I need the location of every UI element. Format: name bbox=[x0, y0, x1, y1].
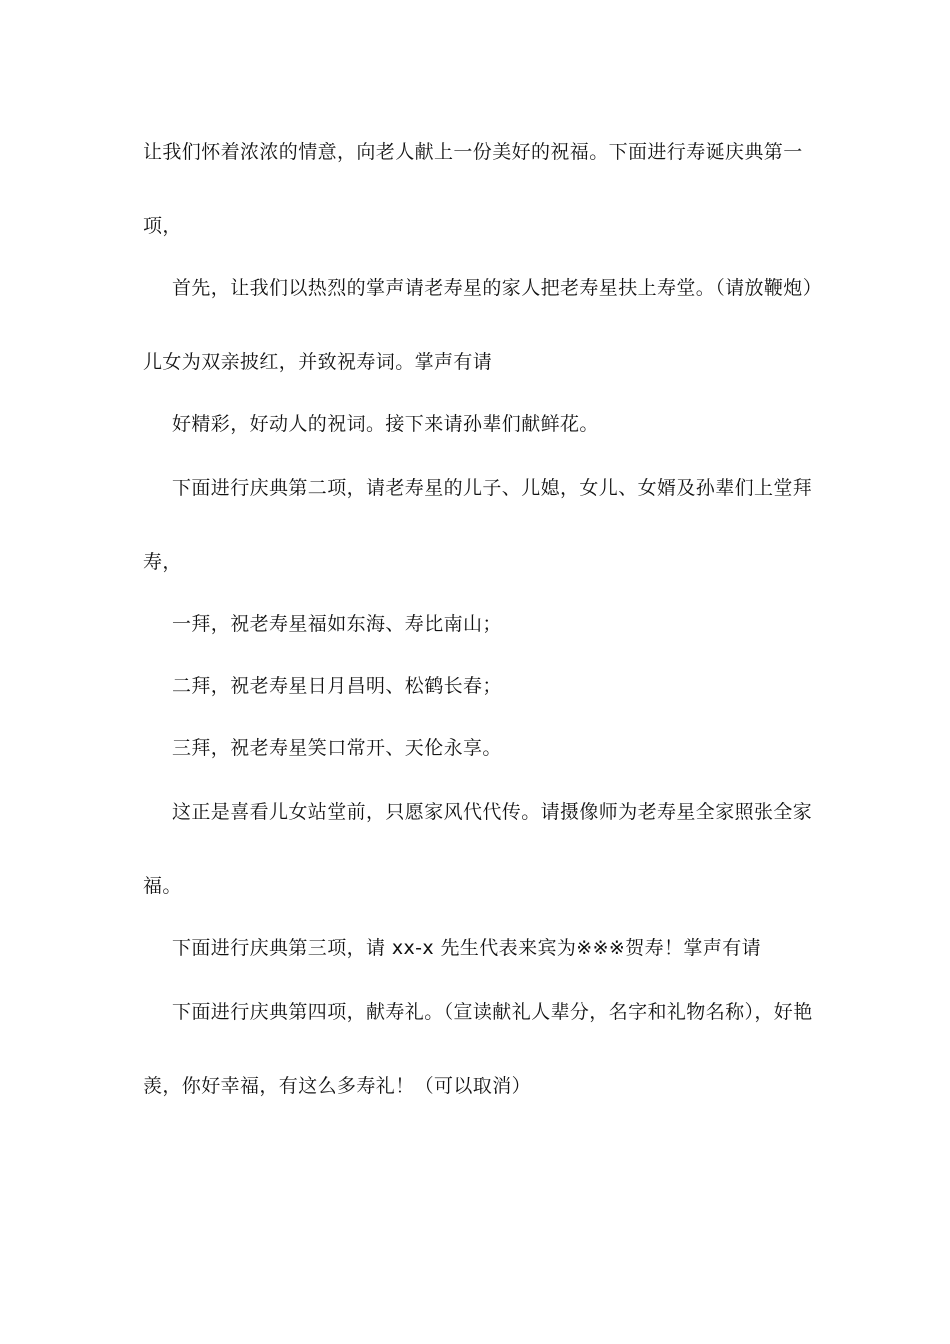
paragraph-line-4: 儿女为双亲披红，并致祝寿词。掌声有请 bbox=[143, 351, 493, 373]
paragraph-line-8: 一拜，祝老寿星福如东海、寿比南山； bbox=[172, 613, 502, 635]
paragraph-line-7: 寿， bbox=[143, 551, 182, 573]
paragraph-line-14: 下面进行庆典第四项，献寿礼。（宣读献礼人辈分，名字和礼物名称），好艳 bbox=[172, 1001, 813, 1023]
paragraph-line-5: 好精彩，好动人的祝词。接下来请孙辈们献鲜花。 bbox=[172, 413, 599, 435]
paragraph-line-12: 福。 bbox=[143, 875, 182, 897]
paragraph-line-15: 羡，你好幸福，有这么多寿礼！（可以取消） bbox=[143, 1075, 532, 1097]
paragraph-line-9: 二拜，祝老寿星日月昌明、松鹤长春； bbox=[172, 675, 502, 697]
paragraph-line-6: 下面进行庆典第二项，请老寿星的儿子、儿媳，女儿、女婿及孙辈们上堂拜 bbox=[172, 477, 813, 499]
paragraph-line-13: 下面进行庆典第三项，请 xx-x 先生代表来宾为※※※贺寿！掌声有请 bbox=[172, 937, 762, 959]
paragraph-line-11: 这正是喜看儿女站堂前，只愿家风代代传。请摄像师为老寿星全家照张全家 bbox=[172, 801, 813, 823]
paragraph-line-10: 三拜，祝老寿星笑口常开、天伦永享。 bbox=[172, 737, 502, 759]
paragraph-line-3: 首先，让我们以热烈的掌声请老寿星的家人把老寿星扶上寿堂。（请放鞭炮） bbox=[172, 277, 823, 299]
paragraph-line-1: 让我们怀着浓浓的情意，向老人献上一份美好的祝福。下面进行寿诞庆典第一 bbox=[143, 141, 803, 163]
paragraph-line-2: 项， bbox=[143, 215, 182, 237]
